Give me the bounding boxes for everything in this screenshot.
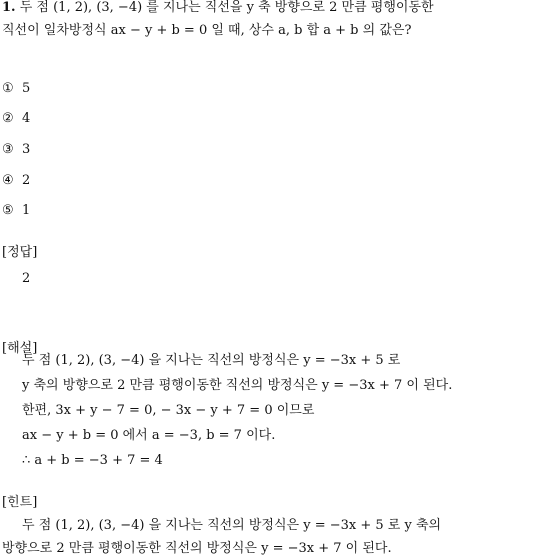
choice-mark: ② (2, 111, 14, 126)
explanation-line: ∴ a + b = −3 + 7 = 4 (22, 453, 163, 468)
choice-value: 5 (22, 81, 31, 96)
choice-mark: ① (2, 81, 14, 96)
choice-mark: ③ (2, 142, 14, 157)
choice-1 (2, 80, 30, 98)
choice-value: 3 (22, 142, 31, 157)
explanation-line: 두 점 (1, 2), (3, −4) 을 지나는 직선의 방정식은 y = −3x + 5 로 (22, 353, 401, 368)
answer-value: 2 (22, 271, 31, 286)
hint-line-2: 방향으로 2 만큼 평행이동한 직선의 방정식은 y = −3x + 7 이 된다. (2, 541, 392, 556)
explanation-line: 한편, 3x + y − 7 = 0, − 3x − y + 7 = 0 이므로 (22, 403, 315, 418)
choice-3 (2, 141, 30, 159)
choice-value: 4 (22, 111, 31, 126)
choice-mark: ⑤ (2, 203, 14, 218)
choice-value: 1 (22, 203, 31, 218)
hint-line-1: 두 점 (1, 2), (3, −4) 을 지나는 직선의 방정식은 y = −3x + 5 로 y 축의 (22, 518, 442, 533)
choice-value: 2 (22, 173, 31, 188)
question-line-2: 직선이 일차방정식 ax − y + b = 0 일 때, 상수 a, b 합 a + b 의 값은? (2, 23, 412, 38)
question-number: 1. (2, 0, 16, 15)
choice-5 (2, 202, 30, 220)
explanation-line: ax − y + b = 0 에서 a = −3, b = 7 이다. (22, 428, 276, 443)
explanation-label: [해설] (2, 341, 38, 356)
answer-label: [정답] (2, 245, 38, 260)
hint-label: [힌트] (2, 495, 38, 510)
choice-2 (2, 110, 30, 128)
choice-4 (2, 172, 30, 190)
question-text-1: 두 점 (1, 2), (3, −4) 를 지나는 직선을 y 축 방향으로 2 만큼 평행이동한 (19, 0, 434, 15)
choice-mark: ④ (2, 173, 14, 188)
explanation-line: y 축의 방향으로 2 만큼 평행이동한 직선의 방정식은 y = −3x + 7 이 된다. (22, 378, 453, 393)
question-line-1 (2, 0, 434, 17)
